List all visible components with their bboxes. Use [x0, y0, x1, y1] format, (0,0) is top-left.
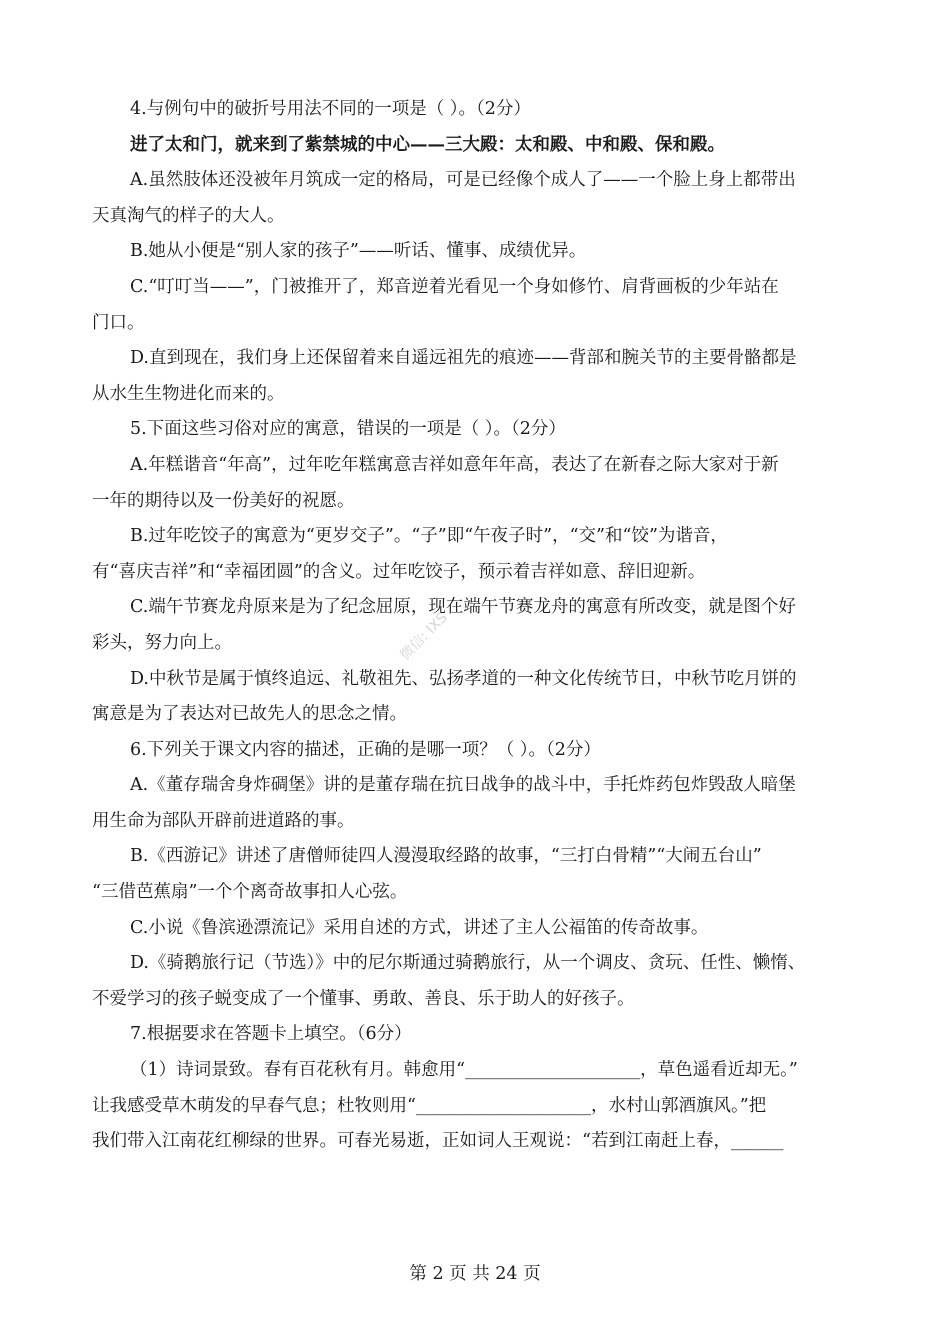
text-line: 一年的期待以及一份美好的祝愿。 [92, 490, 355, 511]
text-line: D.《骑鹅旅行记（节选）》中的尼尔斯通过骑鹅旅行，从一个调皮、贪玩、任性、懒惰、 [130, 953, 806, 974]
text-line: B.她从小便是“别人家的孩子”——听话、懂事、成绩优异。 [130, 241, 587, 262]
text-line: （1）诗词景致。春有百花秋有月。韩愈用“____________________，草色遥看近却无。” [130, 1060, 798, 1081]
page-footer: 第 2 页 共 24 页 [409, 1264, 541, 1284]
watermark: 微信: IXS [397, 609, 451, 664]
text-line: 进了太和门，就来到了紫禁城的中心——三大殿：太和殿、中和殿、保和殿。 [130, 134, 725, 155]
text-line: A.虽然肢体还没被年月筑成一定的格局，可是已经像个成人了——一个脸上身上都带出 [130, 170, 796, 191]
text-line: 从水生生物进化而来的。 [92, 383, 285, 404]
text-line: C.小说《鲁滨逊漂流记》采用自述的方式，讲述了主人公福笛的传奇故事。 [130, 917, 709, 938]
text-line: 让我感受草木萌发的早春气息；杜牧则用“____________________，水村山郭酒旗风。”把 [92, 1095, 767, 1116]
text-line: 7.根据要求在答题卡上填空。（6分） [130, 1024, 412, 1045]
text-line: “三借芭蕉扇”一个个离奇故事扣人心弦。 [92, 882, 408, 903]
text-line: 5.下面这些习俗对应的寓意，错误的一项是（ ）。（2分） [130, 419, 566, 440]
text-line: B.过年吃饺子的寓意为“更岁交子”。“子”即“午夜子时”，“交”和“饺”为谐音， [130, 526, 728, 547]
text-line: D.直到现在，我们身上还保留着来自遥远祖先的痕迹——背部和腕关节的主要骨骼都是 [130, 348, 797, 369]
text-line: 天真淘气的样子的大人。 [92, 205, 285, 226]
text-line: 不爱学习的孩子蜕变成了一个懂事、勇敢、善良、乐于助人的好孩子。 [92, 988, 635, 1009]
text-line: A.年糕谐音“年高”，过年吃年糕寓意吉祥如意年年高，表达了在新春之际大家对于新 [130, 454, 779, 475]
text-line: 寓意是为了表达对已故先人的思念之情。 [92, 704, 407, 725]
text-line: D.中秋节是属于慎终追远、礼敬祖先、弘扬孝道的一种文化传统节日，中秋节吃月饼的 [130, 668, 797, 689]
text-line: 用生命为部队开辟前进道路的事。 [92, 810, 355, 831]
text-line: C.“叮叮当——”，门被推开了，郑音逆着光看见一个身如修竹、肩背画板的少年站在 [130, 276, 779, 297]
text-line: 彩头，努力向上。 [92, 632, 232, 653]
text-line: 6.下列关于课文内容的描述，正确的是哪一项？（ ）。（2分） [130, 739, 601, 760]
text-line: 4.与例句中的破折号用法不同的一项是（ ）。（2分） [130, 99, 531, 119]
text-line: A.《董存瑞舍身炸碉堡》讲的是董存瑞在抗日战争的战斗中，手托炸药包炸毁敌人暗堡 [130, 775, 796, 796]
text-line: 有“喜庆吉祥”和“幸福团圆”的含义。过年吃饺子，预示着吉祥如意、辞旧迎新。 [92, 561, 706, 582]
text-line: C.端午节赛龙舟原来是为了纪念屈原，现在端午节赛龙舟的寓意有所改变，就是图个好 [130, 597, 796, 618]
text-line: 我们带入江南花红柳绿的世界。可春光易逝，正如词人王观说：“若到江南赶上春，______ [92, 1131, 784, 1152]
text-line: 门口。 [92, 312, 145, 333]
text-line: B.《西游记》讲述了唐僧师徒四人漫漫取经路的故事，“三打白骨精”“大闹五台山” [130, 846, 762, 867]
page-content [92, 92, 862, 1160]
